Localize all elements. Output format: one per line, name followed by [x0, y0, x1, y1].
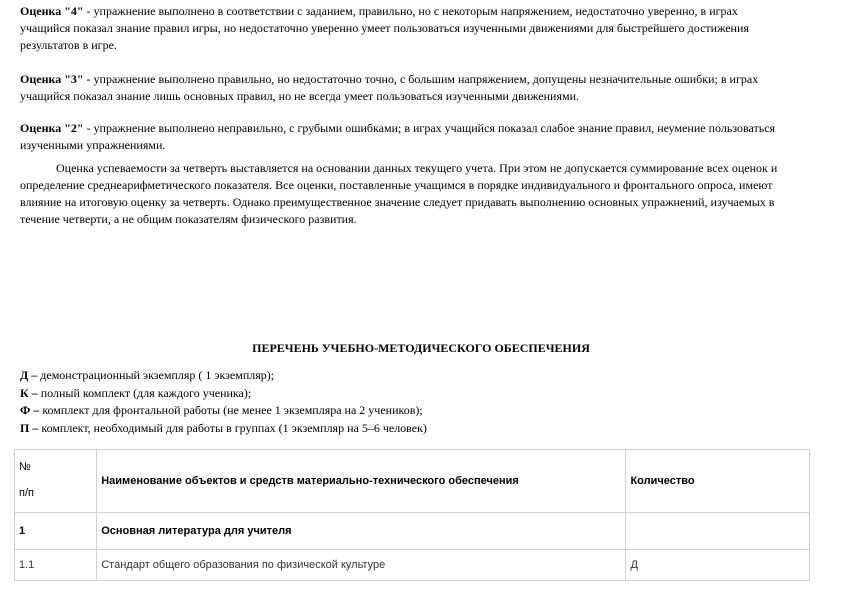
legend-text: комплект для фронтальной работы (не менее 1 экземпляра на 2 учеников);	[39, 403, 423, 417]
grade-3-label: Оценка "3"	[20, 72, 84, 86]
section-number-cell: 1	[15, 513, 97, 550]
header-number-symbol: №	[19, 461, 31, 473]
grade-2-label: Оценка "2"	[20, 121, 84, 135]
legend-key: Д –	[20, 368, 38, 382]
grade-2-paragraph	[20, 120, 790, 154]
legend-text: демонстрационный экземпляр ( 1 экземпляр);	[37, 368, 275, 382]
section-heading: ПЕРЕЧЕНЬ УЧЕБНО-МЕТОДИЧЕСКОГО ОБЕСПЕЧЕНИЯ	[252, 341, 590, 355]
grade-4-label: Оценка "4"	[20, 4, 84, 18]
table-row	[15, 550, 810, 581]
grade-4-text: - упражнение выполнено в соответствии с заданием, правильно, но с некоторым напряжением, недостаточно уверенно, в играх учащийся показал знание правил игры, но недостаточно уверенно умеет пользоваться изученными движениями для быстрейшего достижения результатов в игре.	[20, 4, 749, 52]
grade-2-text: - упражнение выполнено неправильно, с грубыми ошибками; в играх учащийся показал слабое знание правил, неумение пользоваться изученными упражнениями.	[20, 121, 776, 152]
header-number-cell	[15, 450, 97, 513]
resources-table	[14, 449, 810, 581]
section-quantity-cell	[626, 513, 810, 550]
row-quantity-cell: Д	[626, 550, 810, 581]
header-number-label: п/п	[19, 487, 34, 499]
legend-item-k	[20, 385, 427, 403]
legend-text: комплект, необходимый для работы в группах (1 экземпляр на 5–6 человек)	[38, 420, 427, 435]
legend-item-p	[20, 420, 427, 438]
assessment-paragraph: Оценка успеваемости за четверть выставляется на основании данных текущего учета. При этом не допускается суммирование всех оценок и определение среднеарифметического показателя. Все оценки, поставленные учащимся в порядке индивидуального и фронтального опроса, имеют влияние на итоговую оценку за четверть. Однако преимущественное значение следует придавать выполнению основных упражнений, изучаемых в течение четверти, а не общим показателям физического развития.	[20, 161, 778, 226]
grade-3-text: - упражнение выполнено правильно, но недостаточно точно, с большим напряжением, допущены незначительные ошибки; в играх учащийся показал знание лишь основных правил, но не всегда умеет пользоваться изученными движениями.	[20, 72, 759, 103]
row-name-cell: Стандарт общего образования по физической культуре	[97, 550, 626, 581]
legend-key: П –	[20, 420, 39, 435]
table-header-row	[15, 450, 810, 513]
header-quantity-cell: Количество	[626, 450, 810, 513]
legend-key: К –	[20, 385, 38, 400]
header-name-cell: Наименование объектов и средств материально-технического обеспечения	[97, 450, 626, 513]
section-name-cell: Основная литература для учителя	[97, 513, 626, 550]
legend-list	[20, 367, 427, 437]
row-number-cell: 1.1	[15, 550, 97, 581]
legend-item-f	[20, 402, 427, 420]
grade-3-paragraph	[20, 71, 790, 105]
legend-text: полный комплект (для каждого ученика);	[37, 385, 252, 400]
legend-item-d	[20, 367, 427, 385]
grade-4-paragraph	[20, 3, 790, 54]
legend-key: Ф –	[20, 403, 40, 417]
table-section-row	[15, 513, 810, 550]
